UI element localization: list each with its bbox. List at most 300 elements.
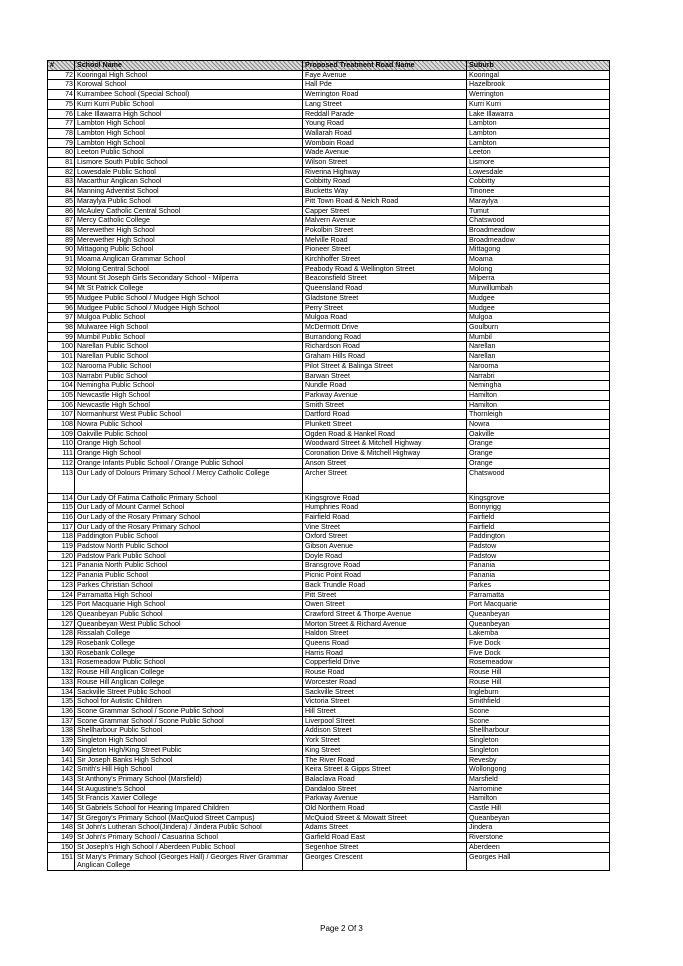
road-name: Morton Street & Richard Avenue	[303, 619, 467, 629]
table-row	[48, 303, 610, 313]
row-number: 143	[48, 774, 75, 784]
table-row	[48, 313, 610, 323]
row-number: 100	[48, 342, 75, 352]
row-number: 149	[48, 833, 75, 843]
school-name: Mudgee Public School / Mudgee High School	[75, 293, 303, 303]
table-row	[48, 580, 610, 590]
school-name: Manning Adventist School	[75, 187, 303, 197]
road-name: Queens Road	[303, 639, 467, 649]
suburb: Orange	[467, 458, 610, 468]
row-number: 104	[48, 381, 75, 391]
suburb: Mittagong	[467, 245, 610, 255]
table-row	[48, 697, 610, 707]
school-name: Padstow North Public School	[75, 542, 303, 552]
row-number: 148	[48, 823, 75, 833]
road-name: Pilot Street & Balinga Street	[303, 361, 467, 371]
road-name: Pitt Street	[303, 590, 467, 600]
school-name: Narooma Public School	[75, 361, 303, 371]
suburb: Aberdeen	[467, 842, 610, 852]
table-row	[48, 225, 610, 235]
suburb: Parramatta	[467, 590, 610, 600]
suburb: Lakemba	[467, 629, 610, 639]
table-row	[48, 736, 610, 746]
row-number: 126	[48, 609, 75, 619]
school-name: Mulwaree High School	[75, 322, 303, 332]
suburb: Lambton	[467, 119, 610, 129]
road-name: Harris Road	[303, 648, 467, 658]
suburb: Lismore	[467, 158, 610, 168]
school-name: Mercy Catholic College	[75, 216, 303, 226]
suburb: Maraylya	[467, 196, 610, 206]
table-row	[48, 70, 610, 80]
suburb: Kingsgrove	[467, 493, 610, 503]
road-name: Copperfield Drive	[303, 658, 467, 668]
suburb: Castle Hill	[467, 804, 610, 814]
table-row	[48, 119, 610, 129]
road-name: Pitt Town Road & Neich Road	[303, 196, 467, 206]
road-name: Queensland Road	[303, 284, 467, 294]
suburb: Chatswood	[467, 216, 610, 226]
suburb: Smithfield	[467, 697, 610, 707]
row-number: 98	[48, 322, 75, 332]
table-row	[48, 390, 610, 400]
road-name: Pokolbin Street	[303, 225, 467, 235]
suburb: Hamilton	[467, 400, 610, 410]
school-name: Rosemeadow Public School	[75, 658, 303, 668]
table-row	[48, 148, 610, 158]
school-name: Orange Infants Public School / Orange Public School	[75, 458, 303, 468]
suburb: Queanbeyan	[467, 609, 610, 619]
table-row	[48, 410, 610, 420]
suburb: Orange	[467, 439, 610, 449]
road-name: Owen Street	[303, 600, 467, 610]
table-body	[48, 70, 610, 870]
table-row	[48, 216, 610, 226]
suburb: Riverstone	[467, 833, 610, 843]
table-row	[48, 571, 610, 581]
suburb: Narellan	[467, 342, 610, 352]
school-name: Our Lady of the Rosary Primary School	[75, 512, 303, 522]
suburb: Mumbil	[467, 332, 610, 342]
road-name: Womboin Road	[303, 138, 467, 148]
suburb: Tinonee	[467, 187, 610, 197]
table-row	[48, 293, 610, 303]
road-name: Gladstone Street	[303, 293, 467, 303]
suburb: Rouse Hill	[467, 677, 610, 687]
suburb: Scone	[467, 716, 610, 726]
suburb: Narromine	[467, 784, 610, 794]
row-number: 111	[48, 449, 75, 459]
road-name: Capper Street	[303, 206, 467, 216]
table-header	[48, 61, 610, 71]
suburb: Padstow	[467, 542, 610, 552]
school-name: Parkes Christian School	[75, 580, 303, 590]
table-row	[48, 371, 610, 381]
table-row	[48, 833, 610, 843]
suburb: Werrington	[467, 90, 610, 100]
table-row	[48, 707, 610, 717]
row-number: 93	[48, 274, 75, 284]
road-name: King Street	[303, 745, 467, 755]
suburb: Shellharbour	[467, 726, 610, 736]
suburb: Singleton	[467, 736, 610, 746]
row-number: 125	[48, 600, 75, 610]
suburb: Bonnyrigg	[467, 503, 610, 513]
road-name: McQuiod Street & Mowatt Street	[303, 813, 467, 823]
suburb: Lambton	[467, 128, 610, 138]
table-row	[48, 158, 610, 168]
row-number: 146	[48, 804, 75, 814]
table-row	[48, 774, 610, 784]
suburb: Cobbitty	[467, 177, 610, 187]
table-row	[48, 138, 610, 148]
school-name: Queanbeyan Public School	[75, 609, 303, 619]
road-name: Old Northern Road	[303, 804, 467, 814]
row-number: 138	[48, 726, 75, 736]
row-number: 144	[48, 784, 75, 794]
school-name: Mumbil Public School	[75, 332, 303, 342]
road-name: Barwan Street	[303, 371, 467, 381]
row-number: 109	[48, 429, 75, 439]
row-number: 92	[48, 264, 75, 274]
road-name: Victoria Street	[303, 697, 467, 707]
suburb: Georges Hall	[467, 852, 610, 870]
road-name: York Street	[303, 736, 467, 746]
school-name: St Gregory's Primary School (MacQuiod Street Campus)	[75, 813, 303, 823]
row-number: 119	[48, 542, 75, 552]
row-number: 134	[48, 687, 75, 697]
school-name: Lismore South Public School	[75, 158, 303, 168]
school-name: Rouse Hill Anglican College	[75, 677, 303, 687]
school-name: Rosebank College	[75, 639, 303, 649]
row-number: 128	[48, 629, 75, 639]
school-name: Queanbeyan West Public School	[75, 619, 303, 629]
table-row	[48, 493, 610, 503]
school-name: Leeton Public School	[75, 148, 303, 158]
road-name: Beaconsfield Street	[303, 274, 467, 284]
road-name: Hill Street	[303, 707, 467, 717]
school-name: Molong Central School	[75, 264, 303, 274]
table-row	[48, 600, 610, 610]
row-number: 132	[48, 668, 75, 678]
suburb: Narellan	[467, 352, 610, 362]
school-name: Macarthur Anglican School	[75, 177, 303, 187]
table-row	[48, 687, 610, 697]
table-row	[48, 80, 610, 90]
road-name: Anson Street	[303, 458, 467, 468]
road-name: Nundle Road	[303, 381, 467, 391]
table-row	[48, 668, 610, 678]
row-number: 91	[48, 255, 75, 265]
row-number: 115	[48, 503, 75, 513]
suburb: Rouse Hill	[467, 668, 610, 678]
school-name: Newcastle High School	[75, 400, 303, 410]
road-name: Kingsgrove Road	[303, 493, 467, 503]
school-name: Port Macquarie High School	[75, 600, 303, 610]
table-row	[48, 429, 610, 439]
school-name: St Gabriels School for Hearing Impared Children	[75, 804, 303, 814]
table-row	[48, 255, 610, 265]
table-row	[48, 352, 610, 362]
table-row	[48, 187, 610, 197]
road-name: Riverina Highway	[303, 167, 467, 177]
suburb: Fairfield	[467, 512, 610, 522]
road-name: Mulgoa Road	[303, 313, 467, 323]
row-number: 142	[48, 765, 75, 775]
school-name: St Joseph's High School / Aberdeen Public School	[75, 842, 303, 852]
school-name: Orange High School	[75, 449, 303, 459]
table-row	[48, 439, 610, 449]
school-name: Rissalah College	[75, 629, 303, 639]
road-name: Lang Street	[303, 99, 467, 109]
school-name: Sackville Street Public School	[75, 687, 303, 697]
road-name: Hall Pde	[303, 80, 467, 90]
school-name: Narellan Public School	[75, 352, 303, 362]
row-number: 130	[48, 648, 75, 658]
table-row	[48, 512, 610, 522]
suburb: Padstow	[467, 551, 610, 561]
table-row	[48, 765, 610, 775]
road-name: Perry Street	[303, 303, 467, 313]
row-number: 88	[48, 225, 75, 235]
school-name: Our Lady of the Rosary Primary School	[75, 522, 303, 532]
road-name: Reddall Parade	[303, 109, 467, 119]
row-number: 87	[48, 216, 75, 226]
table-row	[48, 522, 610, 532]
row-number: 117	[48, 522, 75, 532]
table-row	[48, 322, 610, 332]
school-name: Sir Joseph Banks High School	[75, 755, 303, 765]
road-name: Werrington Road	[303, 90, 467, 100]
table-row	[48, 274, 610, 284]
header-school-name: School Name	[75, 61, 303, 71]
header-road-name: Proposed Treatment Road Name	[303, 61, 467, 71]
road-name: Garfield Road East	[303, 833, 467, 843]
table-row	[48, 167, 610, 177]
suburb: Scone	[467, 707, 610, 717]
table-row	[48, 532, 610, 542]
school-name: Lambton High School	[75, 138, 303, 148]
school-name: Orange High School	[75, 439, 303, 449]
road-name: Georges Crescent	[303, 852, 467, 870]
road-name: Young Road	[303, 119, 467, 129]
school-name: School for Autistic Children	[75, 697, 303, 707]
suburb: Rosemeadow	[467, 658, 610, 668]
school-name: Kurrambee School (Special School)	[75, 90, 303, 100]
suburb: Leeton	[467, 148, 610, 158]
row-number: 124	[48, 590, 75, 600]
school-name: Our Lady Of Fatima Catholic Primary School	[75, 493, 303, 503]
suburb: Paddington	[467, 532, 610, 542]
row-number: 133	[48, 677, 75, 687]
road-name: Dandaloo Street	[303, 784, 467, 794]
road-name: Fairfield Road	[303, 512, 467, 522]
road-name: Wade Avenue	[303, 148, 467, 158]
table-row	[48, 551, 610, 561]
road-name: Malvern Avenue	[303, 216, 467, 226]
row-number: 116	[48, 512, 75, 522]
school-name: St John's Primary School / Casuarina School	[75, 833, 303, 843]
road-name: Burrandong Road	[303, 332, 467, 342]
table-row	[48, 716, 610, 726]
school-name: Mittagong Public School	[75, 245, 303, 255]
table-row	[48, 458, 610, 468]
table-row	[48, 206, 610, 216]
table-row	[48, 109, 610, 119]
suburb: Five Dock	[467, 648, 610, 658]
row-number: 122	[48, 571, 75, 581]
road-name: Pioneer Street	[303, 245, 467, 255]
school-name: Panania Public School	[75, 571, 303, 581]
header-suburb: Suburb	[467, 61, 610, 71]
suburb: Hamilton	[467, 390, 610, 400]
row-number: 121	[48, 561, 75, 571]
row-number: 107	[48, 410, 75, 420]
row-number: 150	[48, 842, 75, 852]
school-name: Singleton High/King Street Public	[75, 745, 303, 755]
school-name: Paddington Public School	[75, 532, 303, 542]
table-row	[48, 842, 610, 852]
suburb: Orange	[467, 449, 610, 459]
road-name: Gibson Avenue	[303, 542, 467, 552]
school-name: Mt St Patrick College	[75, 284, 303, 294]
school-name: Lambton High School	[75, 119, 303, 129]
table-row	[48, 726, 610, 736]
suburb: Hazelbrook	[467, 80, 610, 90]
table-row	[48, 629, 610, 639]
road-name: Peabody Road & Wellington Street	[303, 264, 467, 274]
road-name: Worcester Road	[303, 677, 467, 687]
road-name: Picnic Point Road	[303, 571, 467, 581]
suburb: Milperra	[467, 274, 610, 284]
school-name: Lake Illawarra High School	[75, 109, 303, 119]
suburb: Oakville	[467, 429, 610, 439]
row-number: 151	[48, 852, 75, 870]
table-row	[48, 332, 610, 342]
school-name: Narrabri Public School	[75, 371, 303, 381]
row-number: 110	[48, 439, 75, 449]
road-name: Rouse Road	[303, 668, 467, 678]
suburb: Five Dock	[467, 639, 610, 649]
suburb: Tumut	[467, 206, 610, 216]
table-row	[48, 361, 610, 371]
suburb: Jindera	[467, 823, 610, 833]
suburb: Broadmeadow	[467, 225, 610, 235]
road-name: Kirchhoffer Street	[303, 255, 467, 265]
table-row	[48, 561, 610, 571]
road-name: Haldon Street	[303, 629, 467, 639]
school-name: Mount St Joseph Girls Secondary School - Milperra	[75, 274, 303, 284]
school-name: Normanhurst West Public School	[75, 410, 303, 420]
road-name: The River Road	[303, 755, 467, 765]
school-name: Kurri Kurri Public School	[75, 99, 303, 109]
road-name: Smith Street	[303, 400, 467, 410]
suburb: Fairfield	[467, 522, 610, 532]
table-row	[48, 590, 610, 600]
row-number: 127	[48, 619, 75, 629]
suburb: Narrabri	[467, 371, 610, 381]
suburb: Mulgoa	[467, 313, 610, 323]
row-number: 72	[48, 70, 75, 80]
row-number: 102	[48, 361, 75, 371]
road-name: McDermott Drive	[303, 322, 467, 332]
row-number: 96	[48, 303, 75, 313]
school-name: Nowra Public School	[75, 420, 303, 430]
school-name: McAuley Catholic Central School	[75, 206, 303, 216]
road-name: Keira Street & Gipps Street	[303, 765, 467, 775]
suburb: Moama	[467, 255, 610, 265]
row-number: 105	[48, 390, 75, 400]
suburb: Murwillumbah	[467, 284, 610, 294]
table-row	[48, 677, 610, 687]
school-name: Newcastle High School	[75, 390, 303, 400]
row-number: 76	[48, 109, 75, 119]
row-number: 135	[48, 697, 75, 707]
row-number: 99	[48, 332, 75, 342]
school-name: Merewether High School	[75, 225, 303, 235]
suburb: Mudgee	[467, 303, 610, 313]
suburb: Nemingha	[467, 381, 610, 391]
row-number: 120	[48, 551, 75, 561]
table-row	[48, 245, 610, 255]
school-name: Rouse Hill Anglican College	[75, 668, 303, 678]
road-name: Segenhoe Street	[303, 842, 467, 852]
school-name: Scone Grammar School / Scone Public School	[75, 707, 303, 717]
row-number: 139	[48, 736, 75, 746]
road-name: Liverpool Street	[303, 716, 467, 726]
row-number: 74	[48, 90, 75, 100]
road-name: Cobbitty Road	[303, 177, 467, 187]
suburb: Thornleigh	[467, 410, 610, 420]
road-name: Addison Street	[303, 726, 467, 736]
header-number: #	[48, 61, 75, 71]
row-number: 118	[48, 532, 75, 542]
row-number: 83	[48, 177, 75, 187]
school-name: Lowesdale Public School	[75, 167, 303, 177]
road-name: Doyle Road	[303, 551, 467, 561]
road-name: Melville Road	[303, 235, 467, 245]
row-number: 80	[48, 148, 75, 158]
table-row	[48, 619, 610, 629]
suburb: Revesby	[467, 755, 610, 765]
table-row	[48, 400, 610, 410]
table-row	[48, 745, 610, 755]
table-row	[48, 420, 610, 430]
school-name: Our Lady of Dolours Primary School / Mercy Catholic College	[75, 468, 303, 493]
suburb: Marsfield	[467, 774, 610, 784]
row-number: 95	[48, 293, 75, 303]
road-name: Wallarah Road	[303, 128, 467, 138]
road-name: Faye Avenue	[303, 70, 467, 80]
school-roads-table	[47, 60, 610, 871]
suburb: Broadmeadow	[467, 235, 610, 245]
row-number: 112	[48, 458, 75, 468]
road-name: Dartford Road	[303, 410, 467, 420]
row-number: 103	[48, 371, 75, 381]
road-name: Bransgrove Road	[303, 561, 467, 571]
row-number: 82	[48, 167, 75, 177]
suburb: Nowra	[467, 420, 610, 430]
table-row	[48, 813, 610, 823]
table-row	[48, 755, 610, 765]
road-name: Graham Hills Road	[303, 352, 467, 362]
road-name: Woodward Street & Mitchell Highway	[303, 439, 467, 449]
road-name: Richardson Road	[303, 342, 467, 352]
school-name: Nemingha Public School	[75, 381, 303, 391]
row-number: 78	[48, 128, 75, 138]
school-name: Narellan Public School	[75, 342, 303, 352]
table-row	[48, 128, 610, 138]
